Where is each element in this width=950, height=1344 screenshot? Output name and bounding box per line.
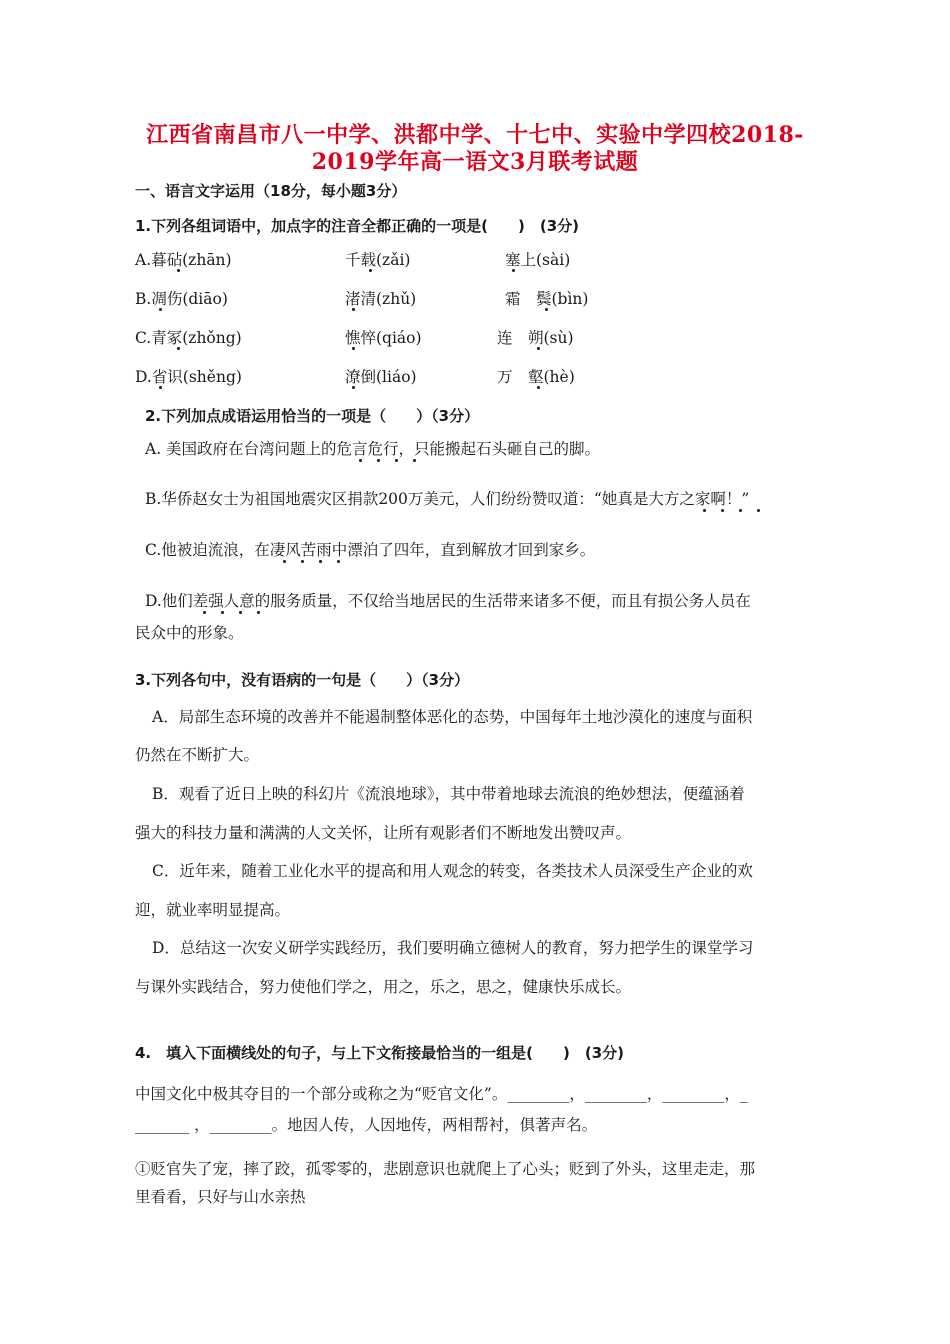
q3-option-d-line1: D．总结这一次安义研学实践经历，我们要明确立德树人的教育，努力把学生的课堂学习 <box>152 939 754 957</box>
q3-option-a-line2: 仍然在不断扩大。 <box>135 746 260 764</box>
question-1-stem: 1.下列各组词语中，加点字的注音全都正确的一项是( ) (3分) <box>135 217 579 235</box>
emphasis-dot <box>337 560 340 563</box>
emphasis-dot <box>301 560 304 563</box>
q1-b-word3: 霜 鬓(bìn) <box>505 290 589 308</box>
emphasis-dot <box>239 611 242 614</box>
emphasis-dot <box>159 308 162 311</box>
emphasis-dot <box>757 509 760 512</box>
emphasis-dot <box>369 269 372 272</box>
emphasis-dot <box>537 386 540 389</box>
q1-a-word1: A.暮砧(zhān) <box>135 251 232 269</box>
q3-option-c-line1: C．近年来，随着工业化水平的提高和用人观念的转变，各类技术人员深受生产企业的欢 <box>152 862 753 880</box>
emphasis-dot <box>352 347 355 350</box>
emphasis-dot <box>221 611 224 614</box>
q1-a-word3: 塞上(sài) <box>505 251 571 269</box>
q2-option-c: C.他被迫流浪，在凄风苦雨中漂泊了四年，直到解放才回到家乡。 <box>145 541 596 559</box>
q1-d-word2: 潦倒(liáo) <box>345 368 417 386</box>
emphasis-dot <box>395 459 398 462</box>
emphasis-dot <box>703 509 706 512</box>
question-4-stem: 4. 填入下面横线处的句子，与上下文衔接最恰当的一组是( ) (3分) <box>135 1044 624 1062</box>
emphasis-dot <box>739 509 742 512</box>
q2-option-d-line1: D.他们差强人意的服务质量，不仅给当地居民的生活带来诸多不便，而且有损公务人员在 <box>145 592 751 610</box>
q4-passage-line2: _______ ，________。地因人传，人因地传，两相帮衬，俱著声名。 <box>135 1116 598 1134</box>
title-line-2: 2019学年高一语文3月联考试题 <box>311 149 639 175</box>
emphasis-dot <box>177 269 180 272</box>
q1-d-word3: 万 壑(hè) <box>497 368 575 386</box>
emphasis-dot <box>352 386 355 389</box>
q2-option-d-line2: 民众中的形象。 <box>135 624 244 642</box>
q3-option-c-line2: 迎，就业率明显提高。 <box>135 901 291 919</box>
emphasis-dot <box>377 459 380 462</box>
q2-option-b: B.华侨赵女士为祖国地震灾区捐款200万美元，人们纷纷赞叹道：“她真是大方之家啊！” <box>145 490 750 508</box>
q3-option-a-line1: A．局部生态环境的改善并不能遏制整体恶化的态势，中国每年土地沙漠化的速度与面积 <box>152 708 753 726</box>
emphasis-dot <box>545 308 548 311</box>
q3-option-d-line2: 与课外实践结合，努力使他们学之，用之，乐之，思之，健康快乐成长。 <box>135 978 632 996</box>
q1-a-word2: 千载(zǎi) <box>345 251 411 269</box>
q2-option-a: A. 美国政府在台湾问题上的危言危行，只能搬起石头砸自己的脚。 <box>145 440 601 458</box>
emphasis-dot <box>257 611 260 614</box>
emphasis-dot <box>413 459 416 462</box>
q1-b-word1: B.凋伤(diāo) <box>135 290 228 308</box>
q1-d-word1: D.省识(shěng) <box>135 368 242 386</box>
title-line-1: 江西省南昌市八一中学、洪都中学、十七中、实验中学四校2018- <box>146 122 804 148</box>
emphasis-dot <box>177 347 180 350</box>
question-3-stem: 3.下列各句中，没有语病的一句是（ ）（3分） <box>135 671 470 689</box>
q1-c-word2: 憔悴(qiáo) <box>345 329 422 347</box>
q1-b-word2: 渚清(zhǔ) <box>345 290 417 308</box>
q4-passage-line1: 中国文化中极其夺目的一个部分或称之为“贬官文化”。________，________，________，_ <box>135 1085 748 1103</box>
emphasis-dot <box>721 509 724 512</box>
emphasis-dot <box>319 560 322 563</box>
q3-option-b-line2: 强大的科技力量和满满的人文关怀，让所有观影者们不断地发出赞叹声。 <box>135 824 632 842</box>
q3-option-b-line1: B．观看了近日上映的科幻片《流浪地球》，其中带着地球去流浪的绝妙想法，便蕴涵着 <box>152 785 745 803</box>
section-heading: 一、语言文字运用（18分，每小题3分） <box>135 182 407 200</box>
emphasis-dot <box>203 611 206 614</box>
emphasis-dot <box>159 386 162 389</box>
emphasis-dot <box>512 269 515 272</box>
q1-c-word3: 连 朔(sù) <box>497 329 574 347</box>
q1-c-word1: C.青冢(zhǒng) <box>135 329 242 347</box>
emphasis-dot <box>352 308 355 311</box>
document-title <box>120 122 830 176</box>
q4-item-1-line2: 里看看，只好与山水亲热 <box>135 1188 306 1206</box>
question-2-stem: 2.下列加点成语运用恰当的一项是（ ）（3分） <box>145 407 480 425</box>
emphasis-dot <box>359 459 362 462</box>
q4-item-1-line1: ①贬官失了宠，摔了跤，孤零零的，悲剧意识也就爬上了心头；贬到了外头，这里走走，那 <box>135 1160 756 1178</box>
emphasis-dot <box>283 560 286 563</box>
emphasis-dot <box>537 347 540 350</box>
